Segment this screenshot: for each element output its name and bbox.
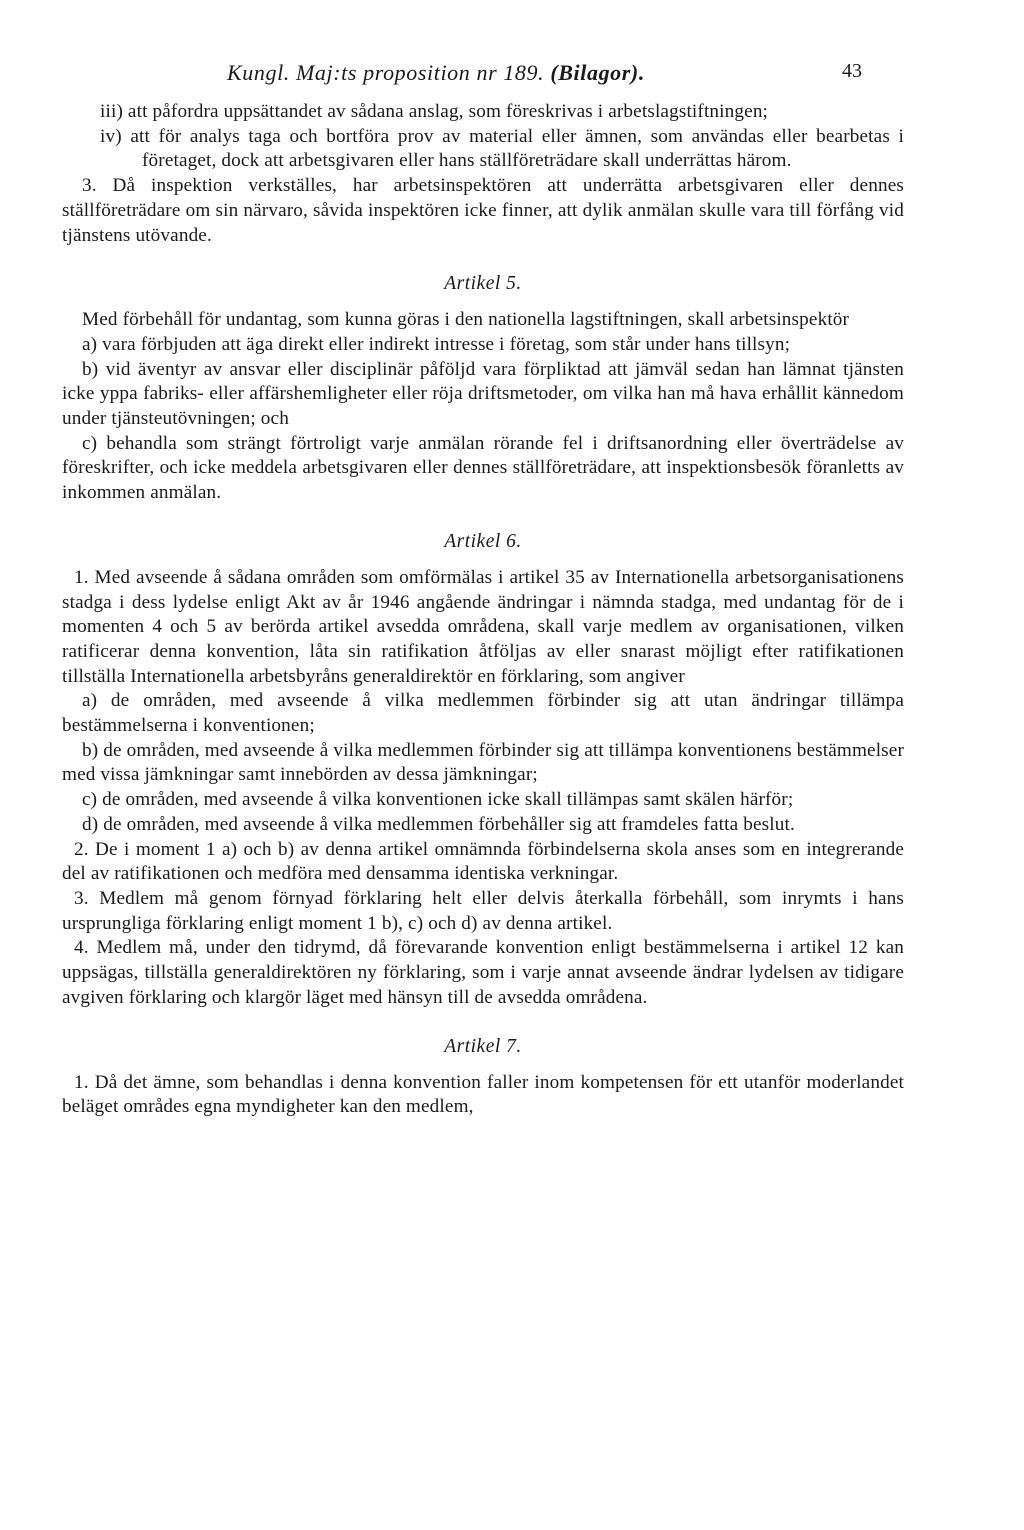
article-5-item-c: c) behandla som strängt förtroligt varje anmälan rörande fel i driftsanordning eller överträdelse av föreskrifter, och icke meddela arbetsgivaren eller dennes ställföreträdare, att inspektionsbesök föranletts av inkommen anmälan. — [62, 432, 904, 504]
article-5-item-a: a) vara förbjuden att äga direkt eller indirekt intresse i företag, som står under hans tillsyn; — [82, 333, 791, 355]
article-7-paragraph-1: 1. Då det ämne, som behandlas i denna konvention faller inom kompetensen för ett utanför moderlandet beläget områdes egna myndigheter kan den medlem, — [62, 1071, 904, 1118]
article-6-item-a: a) de områden, med avseende å vilka medlemmen förbinder sig att utan ändringar tillämpa bestämmelserna i konventionen; — [62, 690, 904, 737]
publication-title: Kungl. Maj:ts proposition nr 189. — [227, 60, 545, 85]
article-7-heading: Artikel 7. — [444, 1035, 522, 1057]
article-5-intro: Med förbehåll för undantag, som kunna göras i den nationella lagstiftningen, skall arbetsinspektör — [82, 309, 850, 331]
article-6-paragraph-4: 4. Medlem må, under den tidrymd, då förevarande konvention enligt bestämmelserna i artikel 12 kan uppsägas, tillställa generaldirektören ny förklaring, som i varje annat avseende ändrar lydelsen av tidigare avgiven förklaring och klargör läget med hänsyn till de avsedda områdena. — [62, 937, 904, 1008]
article-6-paragraph-2: 2. De i moment 1 a) och b) av denna artikel omnämnda förbindelserna skola anses som en integrerande del av ratifikationen och medföra med densamma identiska verkningar. — [62, 838, 904, 885]
running-title — [227, 60, 645, 86]
bilagor-label: (Bilagor). — [550, 60, 645, 85]
article-6-item-b: b) de områden, med avseende å vilka medlemmen förbinder sig att tillämpa konventionens bestämmelser med vissa jämkningar samt innebörden av dessa jämkningar; — [62, 739, 904, 786]
page-number: 43 — [842, 60, 862, 82]
paragraph-3: 3. Då inspektion verkställes, har arbetsinspektören att underrätta arbetsgivaren eller dennes ställföreträdare om sin närvaro, såvida inspektören icke finner, att dylik anmälan skulle vara till förfång vid tjänstens utövande. — [62, 175, 904, 246]
article-6-paragraph-3: 3. Medlem må genom förnyad förklaring helt eller delvis återkalla förbehåll, som inrymts i hans ursprungliga förklaring enligt moment 1 b), c) och d) av denna artikel. — [62, 887, 904, 934]
article-6-item-c: c) de områden, med avseende å vilka konventionen icke skall tillämpas samt skälen härför; — [82, 789, 794, 811]
item-iii: iii) att påfordra uppsättandet av sådana anslag, som föreskrivas i arbetslagstiftningen; — [100, 101, 769, 122]
article-6-item-d: d) de områden, med avseende å vilka medlemmen förbehåller sig att framdeles fatta beslut. — [82, 813, 795, 835]
item-iv: iv) att för analys taga och bortföra prov av material eller ämnen, som användas eller bearbetas i företaget, dock att arbetsgivaren eller hans ställföreträdare skall underrättas härom. — [100, 125, 904, 172]
article-6-heading: Artikel 6. — [444, 530, 522, 552]
article-6-paragraph-1: 1. Med avseende å sådana områden som omförmälas i artikel 35 av Internationella arbetsorganisationens stadga i dess lydelse enligt Akt av år 1946 angående ändringar i nämnda stadga, med undantag för de i momenten 4 och 5 av berörda artikel avsedda områdena, skall varje medlem av organisationen, vilken ratificerar denna konvention, låta sin ratifikation åtföljas av eller snarast möjligt efter ratifikationen tillställa Internationella arbetsbyråns generaldirektör en förklaring, som angiver — [62, 566, 904, 687]
article-5-heading: Artikel 5. — [444, 273, 522, 295]
running-header — [62, 60, 904, 100]
article-5-item-b: b) vid äventyr av ansvar eller disciplinär påföljd vara förpliktad att jämväl sedan han lämnat tjänsten icke yppa fabriks- eller affärshemligheter eller röja driftsmetoder, om vilka han må hava erhållit kännedom under tjänsteutövningen; och — [62, 358, 904, 430]
